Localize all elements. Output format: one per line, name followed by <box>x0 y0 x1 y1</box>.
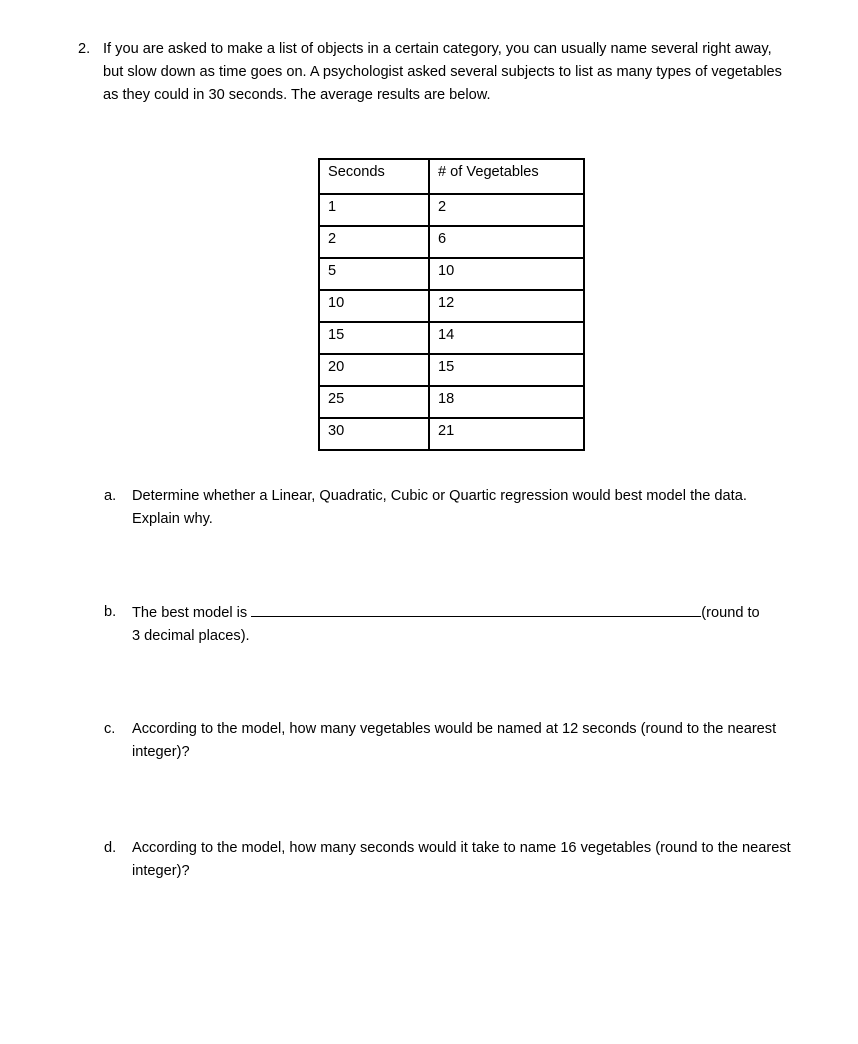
answer-blank[interactable] <box>251 601 701 617</box>
table-row <box>319 226 584 258</box>
cell-vegetables: 2 <box>429 194 584 226</box>
cell-vegetables: 18 <box>429 386 584 418</box>
part-d-text: According to the model, how many seconds would it take to name 16 vegetables (round to the nearest integer)? <box>132 840 791 879</box>
cell-seconds: 5 <box>319 258 429 290</box>
cell-vegetables: 12 <box>429 290 584 322</box>
cell-seconds: 30 <box>319 418 429 450</box>
cell-seconds: 1 <box>319 194 429 226</box>
cell-seconds: 15 <box>319 322 429 354</box>
question-number: 2. <box>78 41 91 57</box>
cell-vegetables: 15 <box>429 354 584 386</box>
cell-seconds: 2 <box>319 226 429 258</box>
question-text: If you are asked to make a list of objects in a certain category, you can usually name several right away, but slow down as time goes on. A psychologist asked several subjects to list as many types of vegetables as they could in 30 seconds. The average results are below. <box>103 41 782 103</box>
cell-vegetables: 14 <box>429 322 584 354</box>
table-row <box>319 194 584 226</box>
part-a-text: Determine whether a Linear, Quadratic, Cubic or Quartic regression would best model the data. Explain why. <box>132 488 747 527</box>
table-row <box>319 386 584 418</box>
table-row <box>319 354 584 386</box>
table-row <box>319 290 584 322</box>
part-b-label: b. <box>104 604 117 620</box>
part-d-label: d. <box>104 840 117 856</box>
table-row <box>319 322 584 354</box>
header-seconds: Seconds <box>319 159 429 194</box>
part-b-text-before: The best model is <box>132 605 252 621</box>
part-b-text-after: (round to <box>701 605 760 621</box>
cell-vegetables: 10 <box>429 258 584 290</box>
part-c-text: According to the model, how many vegetables would be named at 12 seconds (round to the nearest integer)? <box>132 721 777 760</box>
header-vegetables: # of Vegetables <box>429 159 584 194</box>
cell-vegetables: 21 <box>429 418 584 450</box>
part-c-label: c. <box>104 721 116 737</box>
table-row <box>319 418 584 450</box>
data-table <box>318 158 585 451</box>
part-a-label: a. <box>104 488 117 504</box>
cell-vegetables: 6 <box>429 226 584 258</box>
cell-seconds: 10 <box>319 290 429 322</box>
cell-seconds: 25 <box>319 386 429 418</box>
table-header-row <box>319 159 584 194</box>
part-b-text-line2: 3 decimal places). <box>132 628 250 644</box>
cell-seconds: 20 <box>319 354 429 386</box>
table-row <box>319 258 584 290</box>
